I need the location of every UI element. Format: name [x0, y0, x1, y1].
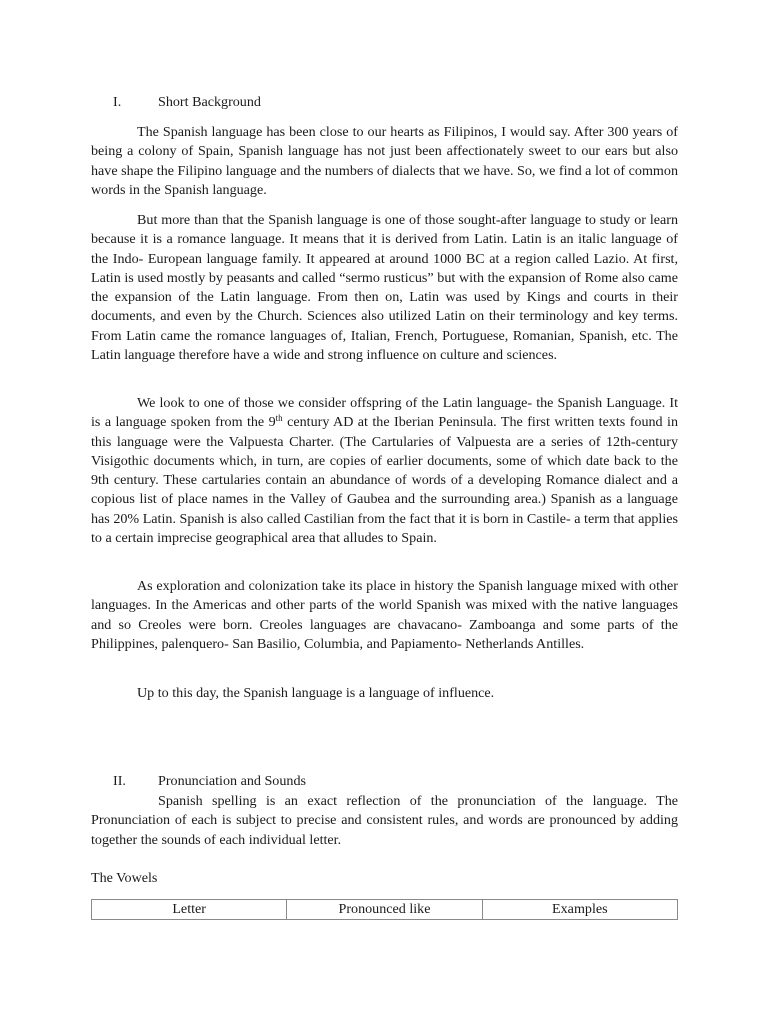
section-2-number: II. [113, 773, 126, 789]
vowels-table [91, 899, 678, 920]
section-1-title: Short Background [158, 94, 261, 110]
table-header-row [92, 900, 678, 920]
paragraph-3-part-2: century AD at the Iberian Peninsula. The first written texts found in this language were the Valpuesta Charter. (The Cartularies of Valpuesta are a series of 12th-century Visigothic documents which, in turn, are copies of earlier documents, some of which date back to the 9th century. These cartularies contain an abundance of words of a developing Romance dialect and a copious list of place names in the Valley of Gaubea and the surrounding area.) Spanish as a language has 20% Latin. Spanish is also called Castilian from the fact that it is born in Castile- a term that applies to a certain imprecise geographical area that alludes to Spain. [91, 414, 678, 547]
paragraph-3 [91, 394, 678, 548]
paragraph-2: But more than that the Spanish language is one of those sought-after language to study or learn because it is a romance language. It means that it is derived from Latin. Latin is an italic language of the Indo- European language family. It appeared at around 1000 BC at a region called Lazio. At first, Latin is used mostly by peasants and called “sermo rusticus” but with the expansion of Rome also came the expansion of the Latin language. From then on, Latin was used by Kings and courts in their documents, and even by the Church. Sciences also utilized Latin on their terminology and key terms. From Latin came the romance languages of, Italian, French, Portuguese, Romanian, Spanish, etc. The Latin language therefore have a wide and strong influence on culture and sciences. [91, 212, 678, 364]
section-1-number: I. [113, 94, 122, 110]
paragraph-3-part-1: We look to one of those we consider offspring of the Latin language- the Spanish Language. It is a language spoken from the 9 [91, 395, 678, 431]
section-2-paragraph: Spanish spelling is an exact reflection of the pronunciation of the language. The Pronunciation of each is subject to precise and consistent rules, and words are pronounced by adding together the sounds of each individual letter. [91, 793, 678, 848]
header-pronounced-like: Pronounced like [287, 900, 482, 920]
vowels-heading: The Vowels [91, 870, 158, 886]
paragraph-5: Up to this day, the Spanish language is a language of influence. [137, 685, 495, 701]
section-2-title: Pronunciation and Sounds [158, 773, 306, 789]
paragraph-1: The Spanish language has been close to our hearts as Filipinos, I would say. After 300 years of being a colony of Spain, Spanish language has not just been affectionately sweet to our ears but also have shape the Filipino language and the numbers of dialects that we have. So, we find a lot of common words in the Spanish language. [91, 124, 678, 198]
header-letter: Letter [92, 900, 287, 920]
paragraph-4: As exploration and colonization take its place in history the Spanish language mixed with other languages. In the Americas and other parts of the world Spanish was mixed with the native languages and so Creoles were born. Creoles languages are chavacano- Zamboanga and some parts of the Philippines, palenquero- San Basilio, Columbia, and Papiamento- Netherlands Antilles. [91, 578, 678, 652]
header-examples: Examples [482, 900, 677, 920]
ordinal-superscript: th [275, 413, 283, 424]
